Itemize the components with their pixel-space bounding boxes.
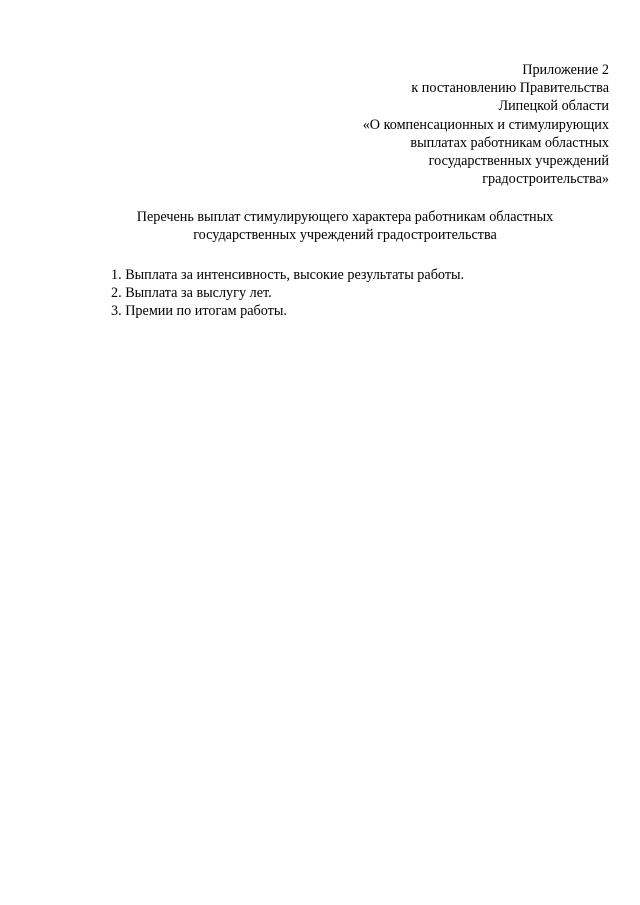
appendix-reference-line: Липецкой области xyxy=(498,98,609,115)
document-title xyxy=(60,208,630,244)
list-item: 1. Выплата за интенсивность, высокие результаты работы. xyxy=(111,267,465,283)
title-line: Перечень выплат стимулирующего характера работникам областных xyxy=(136,209,554,225)
list-item: 3. Премии по итогам работы. xyxy=(111,303,287,320)
appendix-reference-line: градостроительства» xyxy=(482,171,609,188)
payments-list xyxy=(111,266,611,321)
appendix-reference-line: государственных учреждений xyxy=(428,153,609,170)
appendix-number: Приложение 2 xyxy=(522,62,609,78)
appendix-reference-line: к постановлению Правительства xyxy=(411,80,609,97)
appendix-reference-line: «О компенсационных и стимулирующих xyxy=(362,116,609,133)
appendix-header xyxy=(269,61,609,188)
appendix-reference-line: выплатах работникам областных xyxy=(410,134,609,151)
list-item: 2. Выплата за выслугу лет. xyxy=(111,285,272,302)
title-line: государственных учреждений градостроительства xyxy=(193,227,497,244)
